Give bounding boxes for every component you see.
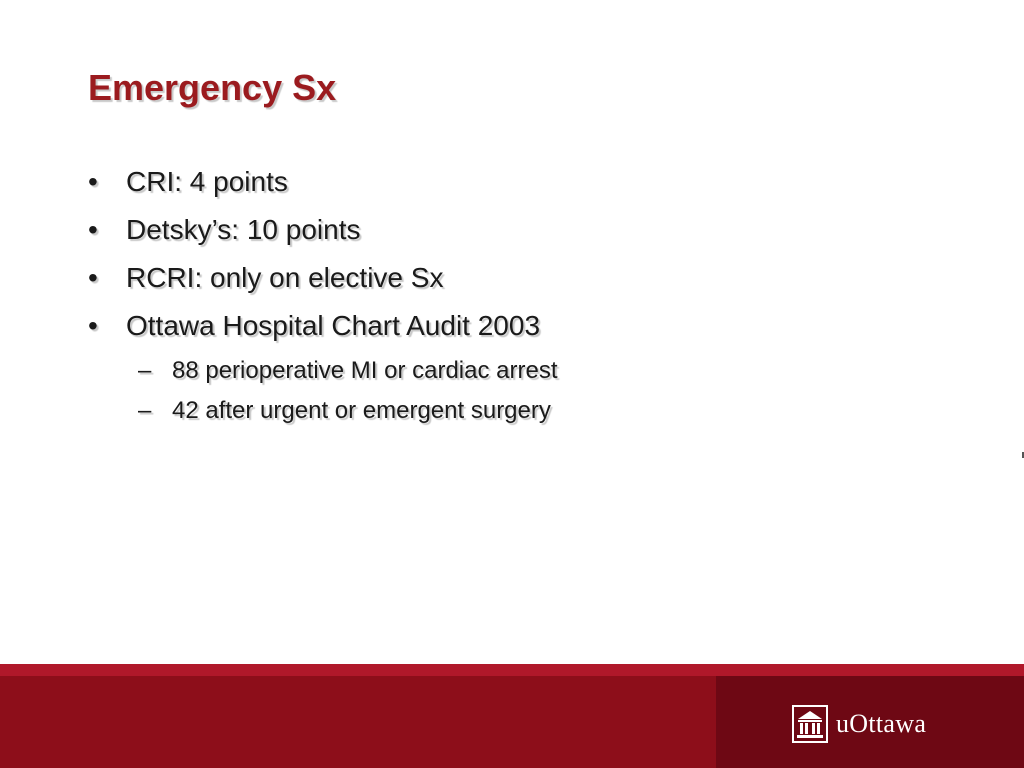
bullet-item bbox=[88, 256, 968, 304]
building-columns-icon bbox=[792, 705, 828, 743]
logo-text: uOttawa bbox=[836, 709, 927, 738]
bullet-list bbox=[88, 160, 968, 432]
bullet-marker: • bbox=[88, 262, 98, 293]
bullet-text: CRI: 4 points bbox=[126, 166, 288, 197]
sub-bullet-marker: – bbox=[138, 397, 152, 424]
bullet-text: Ottawa Hospital Chart Audit 2003 bbox=[126, 310, 541, 341]
bullet-text: RCRI: only on elective Sx bbox=[126, 262, 444, 293]
sub-bullet-text: 88 perioperative MI or cardiac arrest bbox=[172, 357, 558, 384]
sub-bullet-item bbox=[88, 392, 968, 432]
sub-bullet-marker: – bbox=[138, 357, 152, 384]
bullet-text: Detsky’s: 10 points bbox=[126, 214, 361, 245]
bullet-marker: • bbox=[88, 310, 98, 341]
slide-title: Emergency Sx bbox=[88, 67, 337, 108]
bullet-item bbox=[88, 160, 968, 208]
bullet-item bbox=[88, 304, 968, 352]
bullet-item bbox=[88, 208, 968, 256]
sub-bullet-text: 42 after urgent or emergent surgery bbox=[172, 397, 551, 424]
uottawa-logo bbox=[792, 704, 926, 744]
sub-bullet-item bbox=[88, 352, 968, 392]
footer-accent-line bbox=[0, 664, 1024, 676]
bullet-marker: • bbox=[88, 166, 98, 197]
bullet-marker: • bbox=[88, 214, 98, 245]
